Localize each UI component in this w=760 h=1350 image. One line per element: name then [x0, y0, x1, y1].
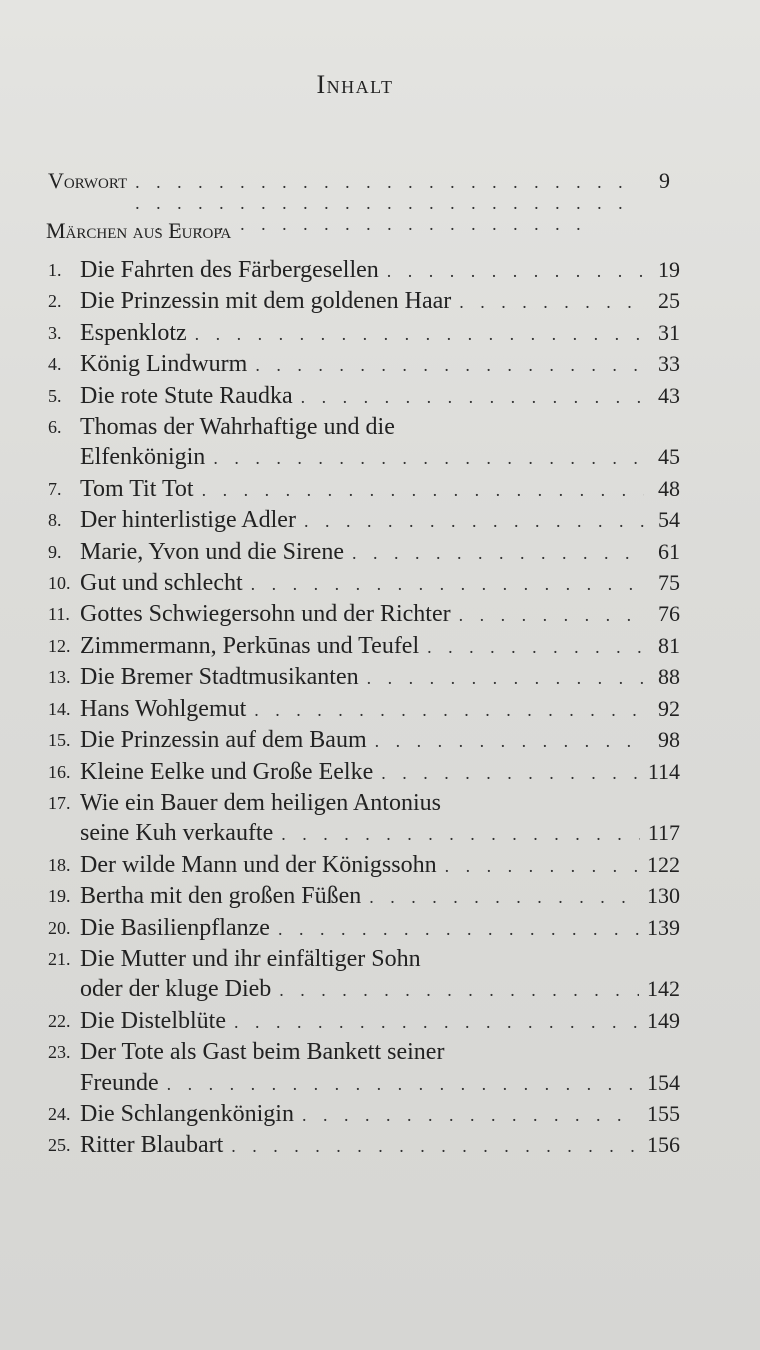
toc-entry — [48, 505, 680, 536]
toc-entry — [48, 255, 680, 286]
entry-body — [80, 881, 680, 912]
leader-dots — [427, 632, 644, 662]
toc-list — [48, 255, 680, 1162]
leader-dots — [231, 1131, 639, 1161]
toc-entry — [48, 881, 680, 912]
entry-line — [80, 1099, 680, 1130]
toc-entry — [48, 318, 680, 349]
entry-title: Die Fahrten des Färbergesellen — [80, 257, 379, 283]
entry-title: seine Kuh verkaufte — [80, 820, 274, 847]
toc-entry — [48, 694, 680, 725]
entry-page-number: 33 — [658, 351, 680, 377]
entry-number: 16. — [48, 761, 71, 782]
entry-line — [80, 537, 680, 568]
entry-body — [80, 662, 680, 693]
leader-dots — [251, 569, 644, 599]
leader-dots — [167, 1069, 639, 1099]
entry-line — [80, 286, 680, 317]
entry-body — [80, 631, 680, 662]
entry-title: Espenklotz — [80, 319, 187, 346]
entry-page-number: 122 — [647, 851, 680, 877]
entry-page-number: 31 — [658, 319, 680, 345]
entry-body — [80, 1006, 680, 1037]
toc-entry — [48, 1130, 680, 1161]
entry-page-number: 92 — [658, 695, 680, 721]
entry-title: Zimmermann, Perkūnas und Teufel — [80, 632, 420, 659]
entry-line — [80, 725, 680, 756]
toc-entry — [48, 944, 680, 1006]
leader-dots — [459, 600, 644, 630]
toc-entry — [48, 1037, 680, 1099]
entry-line — [80, 974, 680, 1005]
entry-number: 22. — [48, 1010, 71, 1031]
entry-line — [80, 505, 680, 536]
entry-line — [80, 255, 680, 286]
entry-number: 5. — [48, 385, 62, 406]
entry-line — [80, 662, 680, 693]
entry-page-number: 156 — [647, 1132, 680, 1158]
entry-title: Freunde — [80, 1069, 159, 1096]
entry-line — [80, 381, 680, 412]
entry-page-number: 139 — [647, 914, 680, 940]
entry-number: 2. — [48, 291, 62, 312]
entry-page-number: 142 — [647, 976, 680, 1002]
entry-title: oder der kluge Dieb — [80, 976, 272, 1003]
entry-title: Tom Tit Tot — [80, 475, 194, 502]
leader-dots — [381, 758, 640, 788]
entry-body — [80, 913, 680, 944]
entry-body — [80, 255, 680, 286]
entry-number: 3. — [48, 322, 62, 343]
leader-dots — [195, 319, 644, 349]
entry-body — [80, 537, 680, 568]
entry-page-number: 76 — [658, 601, 680, 627]
entry-page-number: 54 — [658, 507, 680, 533]
toc-entry — [48, 788, 680, 850]
entry-body — [80, 1037, 680, 1099]
entry-body — [80, 474, 680, 505]
entry-line — [80, 599, 680, 630]
entry-line — [80, 881, 680, 912]
toc-entry — [48, 725, 680, 756]
toc-entry — [48, 286, 680, 317]
entry-title: Kleine Eelke und Große Eelke — [80, 758, 374, 785]
leader-dots — [375, 726, 644, 756]
entry-title: Die Prinzessin mit dem goldenen Haar — [80, 288, 452, 315]
entry-number: 6. — [48, 417, 62, 438]
entry-number: 7. — [48, 478, 62, 499]
toc-entry — [48, 537, 680, 568]
entry-page-number: 45 — [658, 444, 680, 470]
toc-entry — [48, 913, 680, 944]
entry-page-number: 48 — [658, 475, 680, 501]
entry-page-number: 25 — [658, 288, 680, 314]
entry-line — [80, 818, 680, 849]
entry-body — [80, 944, 680, 1006]
entry-body — [80, 788, 680, 850]
entry-number: 11. — [48, 604, 70, 625]
entry-title: Die Basilienpflanze — [80, 914, 270, 941]
entry-line — [80, 412, 680, 442]
entry-line — [80, 474, 680, 505]
entry-page-number: 114 — [647, 758, 680, 784]
entry-title: Wie ein Bauer dem heiligen Antonius — [80, 789, 441, 816]
entry-number: 4. — [48, 354, 62, 375]
entry-body — [80, 599, 680, 630]
toc-entry — [48, 349, 680, 380]
entry-title: Die Bremer Stadtmusikanten — [80, 664, 359, 691]
entry-number: 23. — [48, 1042, 71, 1063]
entry-page-number: 43 — [658, 382, 680, 408]
entry-number: 13. — [48, 667, 71, 688]
entry-line — [80, 1068, 680, 1099]
toc-entry — [48, 631, 680, 662]
leader-dots — [301, 382, 644, 412]
entry-body — [80, 381, 680, 412]
entry-number: 18. — [48, 854, 71, 875]
entry-body — [80, 725, 680, 756]
entry-page-number: 81 — [658, 632, 680, 658]
entry-page-number: 75 — [658, 570, 680, 596]
entry-title: Der Tote als Gast beim Bankett seiner — [80, 1039, 445, 1066]
entry-number: 24. — [48, 1103, 71, 1124]
leader-dots — [213, 443, 644, 473]
toc-entry — [48, 412, 680, 474]
entry-body — [80, 694, 680, 725]
entry-body — [80, 1099, 680, 1130]
entry-line — [80, 1037, 680, 1067]
leader-dots — [459, 287, 644, 317]
entry-number: 8. — [48, 510, 62, 531]
entry-line — [80, 757, 680, 788]
entry-title: Der hinterlistige Adler — [80, 507, 296, 534]
entry-number: 20. — [48, 917, 71, 938]
toc-entry — [48, 599, 680, 630]
entry-line — [80, 568, 680, 599]
entry-page-number: 130 — [647, 883, 680, 909]
entry-number: 10. — [48, 573, 71, 594]
entry-body — [80, 505, 680, 536]
toc-entry — [48, 1099, 680, 1130]
entry-number: 17. — [48, 792, 71, 813]
entry-body — [80, 568, 680, 599]
entry-line — [80, 788, 680, 818]
entry-line — [80, 631, 680, 662]
entry-body — [80, 757, 680, 788]
entry-body — [80, 412, 680, 474]
toc-entry — [48, 850, 680, 881]
toc-entry — [48, 381, 680, 412]
leader-dots — [279, 975, 639, 1005]
entry-title: Die Schlangenkönigin — [80, 1100, 294, 1127]
entry-line — [80, 1130, 680, 1161]
leader-dots — [367, 663, 644, 693]
toc-entry — [48, 568, 680, 599]
entry-number: 14. — [48, 698, 71, 719]
entry-title: Die Distelblüte — [80, 1007, 226, 1034]
section-title: Märchen aus Europa — [46, 218, 232, 243]
entry-body — [80, 286, 680, 317]
entry-title: Thomas der Wahrhaftige und die — [80, 414, 395, 441]
preface-label: Vorwort — [48, 168, 128, 193]
leader-dots — [302, 1100, 639, 1130]
leader-dots — [387, 256, 644, 286]
entry-body — [80, 850, 680, 881]
leader-dots — [352, 538, 644, 568]
entry-page-number: 155 — [647, 1100, 680, 1126]
entry-page-number: 154 — [647, 1069, 680, 1095]
entry-title: Bertha mit den großen Füßen — [80, 883, 362, 910]
leader-dots — [304, 506, 644, 536]
entry-line — [80, 850, 680, 881]
toc-entry — [48, 1006, 680, 1037]
leader-dots — [255, 350, 644, 380]
entry-line — [80, 913, 680, 944]
leader-dots — [281, 819, 640, 849]
toc-entry — [48, 474, 680, 505]
entry-number: 12. — [48, 635, 71, 656]
entry-title: Der wilde Mann und der Königssohn — [80, 851, 437, 878]
page-title: Inhalt — [316, 70, 394, 99]
entry-title: Gut und schlecht — [80, 570, 243, 597]
entry-page-number: 98 — [658, 727, 680, 753]
entry-line — [80, 318, 680, 349]
entry-number: 9. — [48, 541, 62, 562]
preface-page-number: 9 — [659, 168, 670, 193]
toc-entry — [48, 662, 680, 693]
entry-number: 21. — [48, 948, 71, 969]
entry-number: 1. — [48, 260, 62, 280]
leader-dots — [254, 695, 644, 725]
entry-title: Die Prinzessin auf dem Baum — [80, 727, 367, 754]
entry-title: Die Mutter und ihr einfältiger Sohn — [80, 945, 421, 972]
leader-dots — [278, 914, 639, 944]
entry-page-number: 117 — [647, 820, 680, 846]
toc-entry — [48, 757, 680, 788]
entry-page-number: 19 — [658, 257, 680, 282]
leader-dots — [234, 1007, 639, 1037]
entry-page-number: 149 — [647, 1007, 680, 1033]
entry-body — [80, 1130, 680, 1161]
entry-line — [80, 442, 680, 473]
entry-body — [80, 349, 680, 380]
entry-line — [80, 694, 680, 725]
entry-number: 19. — [48, 886, 71, 907]
entry-page-number: 61 — [658, 538, 680, 564]
entry-title: Die rote Stute Raudka — [80, 382, 293, 409]
entry-title: Marie, Yvon und die Sirene — [80, 538, 344, 565]
entry-title: Elfenkönigin — [80, 444, 206, 471]
entry-page-number: 88 — [658, 664, 680, 690]
leader-dots — [202, 475, 644, 505]
leader-dots — [445, 851, 639, 881]
entry-line — [80, 944, 680, 974]
entry-number: 25. — [48, 1135, 71, 1156]
entry-body — [80, 318, 680, 349]
entry-number: 15. — [48, 730, 71, 751]
entry-title: Gottes Schwiegersohn und der Richter — [80, 601, 451, 628]
entry-line — [80, 349, 680, 380]
leader-dots — [369, 882, 639, 912]
entry-title: Ritter Blaubart — [80, 1132, 224, 1159]
entry-title: König Lindwurm — [80, 351, 248, 378]
entry-line — [80, 1006, 680, 1037]
entry-title: Hans Wohlgemut — [80, 695, 247, 722]
